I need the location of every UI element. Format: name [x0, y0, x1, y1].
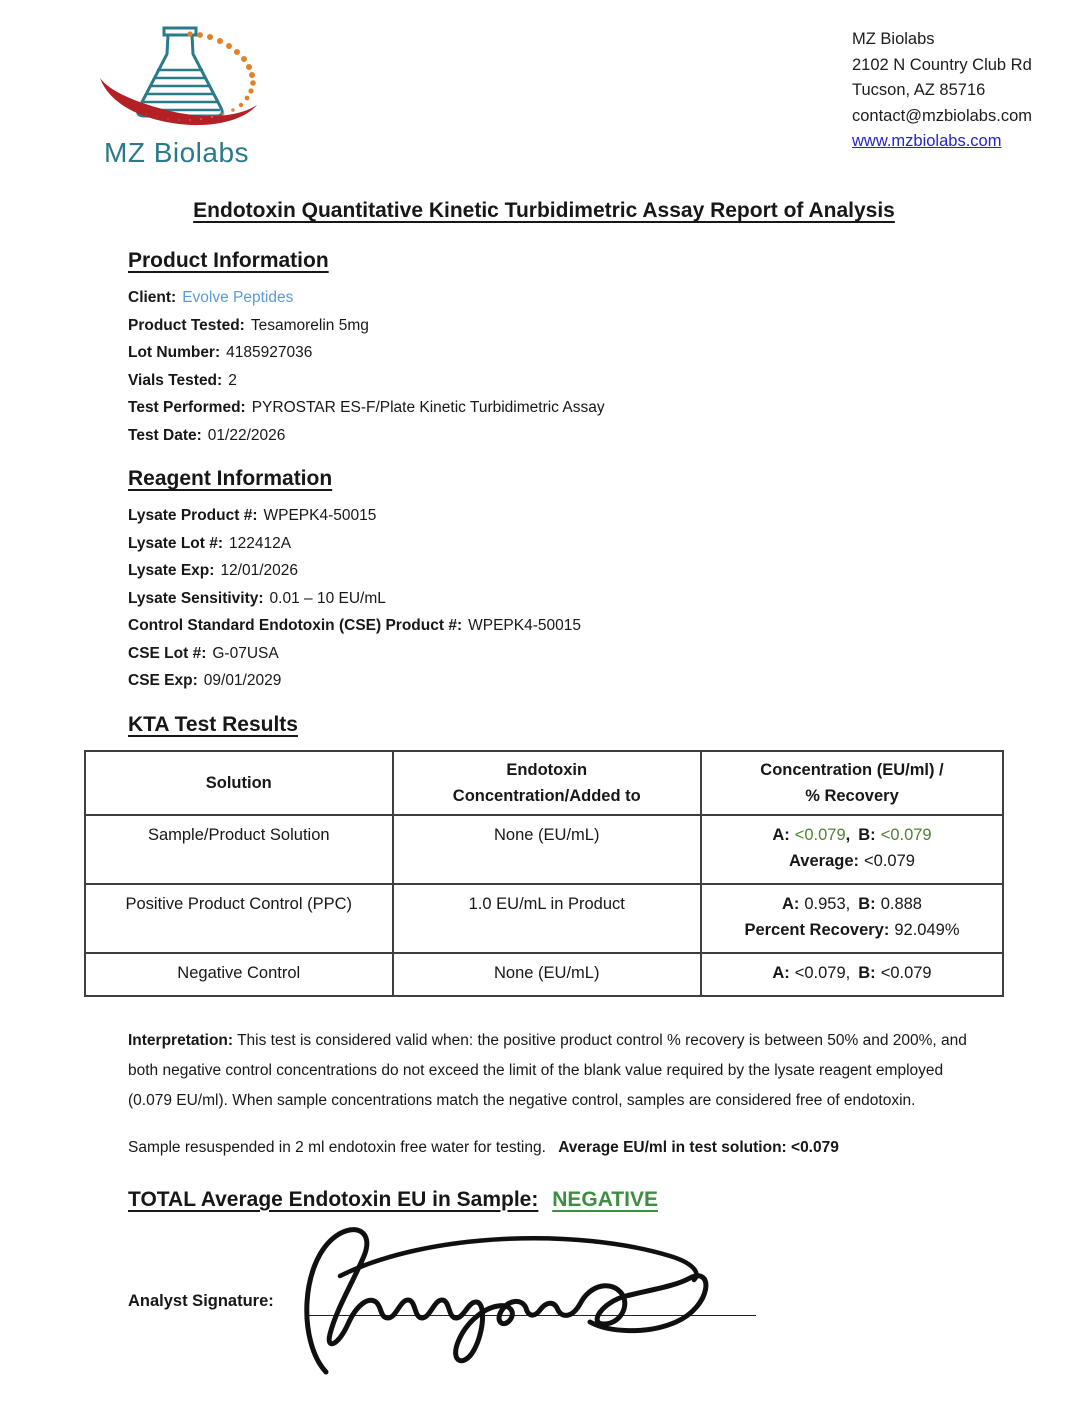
brand-name: MZ Biolabs: [104, 137, 250, 168]
field-lysate-lot: [128, 530, 974, 558]
total-result-line: [128, 1188, 974, 1212]
table-row-negative-control: [85, 953, 1003, 996]
report-body: [125, 244, 974, 1402]
field-label: CSE Lot #:: [128, 644, 207, 662]
field-label: Vials Tested:: [128, 371, 223, 389]
cell-solution: Positive Product Control (PPC): [85, 884, 393, 953]
field-cse-exp: [128, 667, 974, 695]
letterhead-email: contact@mzbiolabs.com: [852, 106, 1032, 125]
field-value: 2: [228, 371, 237, 389]
product-info-heading: Product Information: [128, 249, 329, 272]
field-value: 122412A: [229, 534, 292, 552]
cell-solution: Sample/Product Solution: [85, 815, 393, 884]
field-value: WPEPK4-50015: [263, 507, 377, 524]
field-label: Test Performed:: [128, 399, 246, 416]
field-lysate-sensitivity: [128, 585, 974, 613]
field-value: G-07USA: [212, 644, 279, 662]
field-product-tested: [128, 312, 974, 340]
interpretation-paragraph: [128, 1026, 974, 1116]
total-result-value: NEGATIVE: [552, 1187, 658, 1211]
analyst-signature: [278, 1220, 768, 1380]
field-lysate-product: [128, 502, 974, 530]
kta-results-heading: KTA Test Results: [128, 712, 298, 736]
letterhead-address: [852, 27, 1032, 155]
col-header-concentration: Concentration (EU/ml) / % Recovery: [701, 751, 1003, 815]
field-value: 0.01 – 10 EU/mL: [269, 589, 386, 607]
field-label: Lysate Sensitivity:: [128, 589, 264, 607]
letterhead-city: Tucson, AZ 85716: [852, 81, 986, 99]
flask-logo-icon: [94, 24, 274, 130]
cell-concentration: A: 0.953, B: 0.888 Percent Recovery: 92.049%: [701, 884, 1003, 953]
reagent-info-heading: Reagent Information: [128, 467, 333, 490]
cell-concentration: A: <0.079, B: <0.079 Average: <0.079: [701, 815, 1003, 884]
field-value: 4185927036: [226, 344, 313, 361]
field-label: Lysate Exp:: [128, 562, 215, 579]
field-vials-tested: [128, 367, 974, 395]
total-result-label: TOTAL Average Endotoxin EU in Sample:: [128, 1187, 539, 1211]
document-title: Endotoxin Quantitative Kinetic Turbidimetric Assay Report of Analysis: [193, 199, 895, 222]
field-test-date: [128, 422, 974, 450]
field-value: 12/01/2026: [220, 562, 299, 579]
field-test-performed: [128, 394, 974, 422]
field-value: Tesamorelin 5mg: [250, 316, 369, 334]
field-value: WPEPK4-50015: [468, 617, 581, 634]
interpretation-label: Interpretation:: [128, 1031, 234, 1049]
field-cse-lot: [128, 640, 974, 668]
field-lysate-exp: [128, 557, 974, 585]
field-value: 09/01/2029: [203, 672, 282, 689]
cell-concentration: A: <0.079, B: <0.079: [701, 953, 1003, 996]
cell-endotoxin: 1.0 EU/mL in Product: [393, 884, 701, 953]
col-header-solution: Solution: [85, 751, 393, 815]
field-client: [128, 284, 974, 312]
letterhead-website-link[interactable]: www.mzbiolabs.com: [852, 132, 1002, 150]
field-label: Product Tested:: [128, 316, 245, 334]
sample-note: [128, 1139, 974, 1157]
letterhead-street: 2102 N Country Club Rd: [852, 55, 1032, 74]
field-label: Test Date:: [128, 426, 202, 444]
field-value: PYROSTAR ES-F/Plate Kinetic Turbidimetric Assay: [251, 399, 605, 416]
sample-note-text: Sample resuspended in 2 ml endotoxin free water for testing.: [128, 1138, 546, 1156]
field-label: Control Standard Endotoxin (CSE) Product #:: [128, 617, 463, 634]
field-cse-product: [128, 612, 974, 640]
interpretation-text: This test is considered valid when: the positive product control % recovery is between 50% and 200%, and both negative control concentrations do not exceed the limit of the blank value required by the lysate reagent employed (0.079 EU/ml). When sample concentrations match the negative control, samples are considered free of endotoxin.: [128, 1031, 967, 1109]
col-header-endotoxin: Endotoxin Concentration/Added to: [393, 751, 701, 815]
table-header-row: [85, 751, 1003, 815]
field-lot-number: [128, 339, 974, 367]
client-link[interactable]: Evolve Peptides: [182, 289, 294, 306]
signature-block: [128, 1252, 974, 1402]
sample-note-average: Average EU/ml in test solution: <0.079: [558, 1138, 839, 1156]
table-row-ppc: [85, 884, 1003, 953]
field-label: Lot Number:: [128, 344, 221, 361]
cell-solution: Negative Control: [85, 953, 393, 996]
field-label: Client:: [128, 289, 177, 306]
field-value: 01/22/2026: [207, 426, 286, 444]
company-logo: [94, 24, 284, 169]
cell-endotoxin: None (EU/mL): [393, 953, 701, 996]
analyst-signature-label: Analyst Signature:: [128, 1291, 274, 1310]
cell-endotoxin: None (EU/mL): [393, 815, 701, 884]
field-label: Lysate Lot #:: [128, 534, 224, 552]
table-row-sample: [85, 815, 1003, 884]
results-table: [84, 750, 1004, 997]
field-label: CSE Exp:: [128, 672, 198, 689]
letterhead-company: MZ Biolabs: [852, 30, 935, 48]
field-label: Lysate Product #:: [128, 507, 258, 524]
